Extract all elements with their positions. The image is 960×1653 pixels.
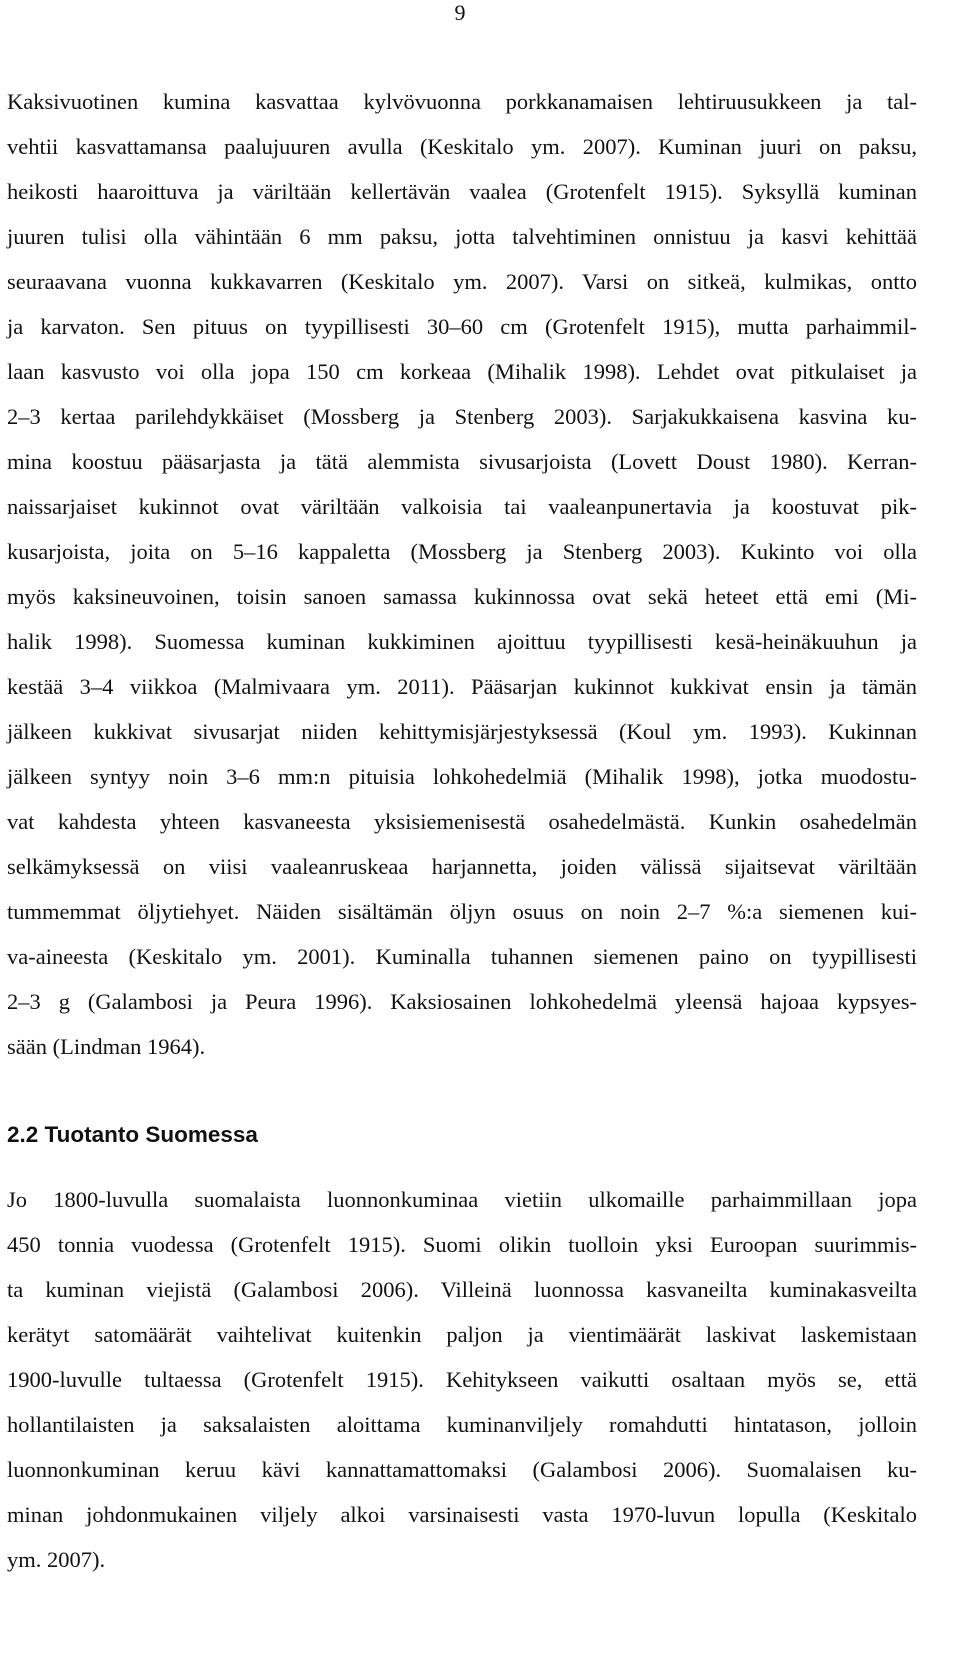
text-line: kusarjoista, joita on 5–16 kappaletta (Mossberg ja Stenberg 2003). Kukinto voi olla (7, 539, 917, 564)
text-line: jälkeen syntyy noin 3–6 mm:n pituisia lohkohedelmiä (Mihalik 1998), jotka muodostu- (7, 764, 917, 789)
text-line: vehtii kasvattamansa paalujuuren avulla (Keskitalo ym. 2007). Kuminan juuri on paksu, (7, 134, 917, 159)
text-line: luonnonkuminan keruu kävi kannattamattomaksi (Galambosi 2006). Suomalaisen ku- (7, 1457, 917, 1482)
text-line: laan kasvusto voi olla jopa 150 cm korkeaa (Mihalik 1998). Lehdet ovat pitkulaiset ja (7, 359, 917, 384)
text-line: Jo 1800-luvulla suomalaista luonnonkuminaa vietiin ulkomaille parhaimmillaan jopa (7, 1187, 917, 1212)
text-line: kestää 3–4 viikkoa (Malmivaara ym. 2011). Pääsarjan kukinnot kukkivat ensin ja tämän (7, 674, 917, 699)
text-line: va-aineesta (Keskitalo ym. 2001). Kuminalla tuhannen siemenen paino on tyypillisesti (7, 944, 917, 969)
text-line: vat kahdesta yhteen kasvaneesta yksisiemenisestä osahedelmästä. Kunkin osahedelmän (7, 809, 917, 834)
text-line: tummemmat öljytiehyet. Näiden sisältämän öljyn osuus on noin 2–7 %:a siemenen kui- (7, 899, 917, 924)
text-line: minan johdonmukainen viljely alkoi varsinaisesti vasta 1970-luvun lopulla (Keskitalo (7, 1502, 917, 1527)
text-line: hollantilaisten ja saksalaisten aloittama kuminanviljely romahdutti hintatason, jolloin (7, 1412, 917, 1437)
text-line: sään (Lindman 1964). (7, 1034, 206, 1059)
page-number: 9 (454, 0, 466, 25)
text-line: myös kaksineuvoinen, toisin sanoen samassa kukinnossa ovat sekä heteet että emi (Mi- (7, 584, 917, 609)
text-line: mina koostuu pääsarjasta ja tätä alemmista sivusarjoista (Lovett Doust 1980). Kerran- (7, 449, 917, 474)
text-line: juuren tulisi olla vähintään 6 mm paksu, jotta talvehtiminen onnistuu ja kasvi kehittää (7, 224, 917, 249)
text-line: ja karvaton. Sen pituus on tyypillisesti 30–60 cm (Grotenfelt 1915), mutta parhaimmil- (7, 314, 917, 339)
text-line: naissarjaiset kukinnot ovat väriltään valkoisia tai vaaleanpunertavia ja koostuvat pik- (7, 494, 917, 519)
text-line: selkämyksessä on viisi vaaleanruskeaa harjannetta, joiden välissä sijaitsevat väriltään (7, 854, 917, 879)
text-line: Kaksivuotinen kumina kasvattaa kylvövuonna porkkanamaisen lehtiruusukkeen ja tal- (7, 89, 917, 114)
text-line: ta kuminan viejistä (Galambosi 2006). Villeinä luonnossa kasvaneilta kuminakasveilta (7, 1277, 917, 1302)
text-line: ym. 2007). (7, 1547, 106, 1572)
section-heading: 2.2 Tuotanto Suomessa (7, 1122, 258, 1147)
text-line: heikosti haaroittuva ja väriltään kellertävän vaalea (Grotenfelt 1915). Syksyllä kuminan (7, 179, 917, 204)
text-line: jälkeen kukkivat sivusarjat niiden kehittymisjärjestyksessä (Koul ym. 1993). Kukinnan (7, 719, 917, 744)
text-line: kerätyt satomäärät vaihtelivat kuitenkin paljon ja vientimäärät laskivat laskemistaan (7, 1322, 917, 1347)
text-line: 2–3 kertaa parilehdykkäiset (Mossberg ja Stenberg 2003). Sarjakukkaisena kasvina ku- (7, 404, 917, 429)
text-line: 450 tonnia vuodessa (Grotenfelt 1915). Suomi olikin tuolloin yksi Euroopan suurimmis- (7, 1232, 917, 1257)
text-line: 1900-luvulle tultaessa (Grotenfelt 1915). Kehitykseen vaikutti osaltaan myös se, että (7, 1367, 917, 1392)
text-line: seuraavana vuonna kukkavarren (Keskitalo ym. 2007). Varsi on sitkeä, kulmikas, ontto (7, 269, 917, 294)
body-paragraph (7, 1177, 917, 1582)
text-line: halik 1998). Suomessa kuminan kukkiminen ajoittuu tyypillisesti kesä-heinäkuuhun ja (7, 629, 917, 654)
body-paragraph (7, 79, 917, 1069)
text-line: 2–3 g (Galambosi ja Peura 1996). Kaksiosainen lohkohedelmä yleensä hajoaa kypsyes- (7, 989, 917, 1014)
